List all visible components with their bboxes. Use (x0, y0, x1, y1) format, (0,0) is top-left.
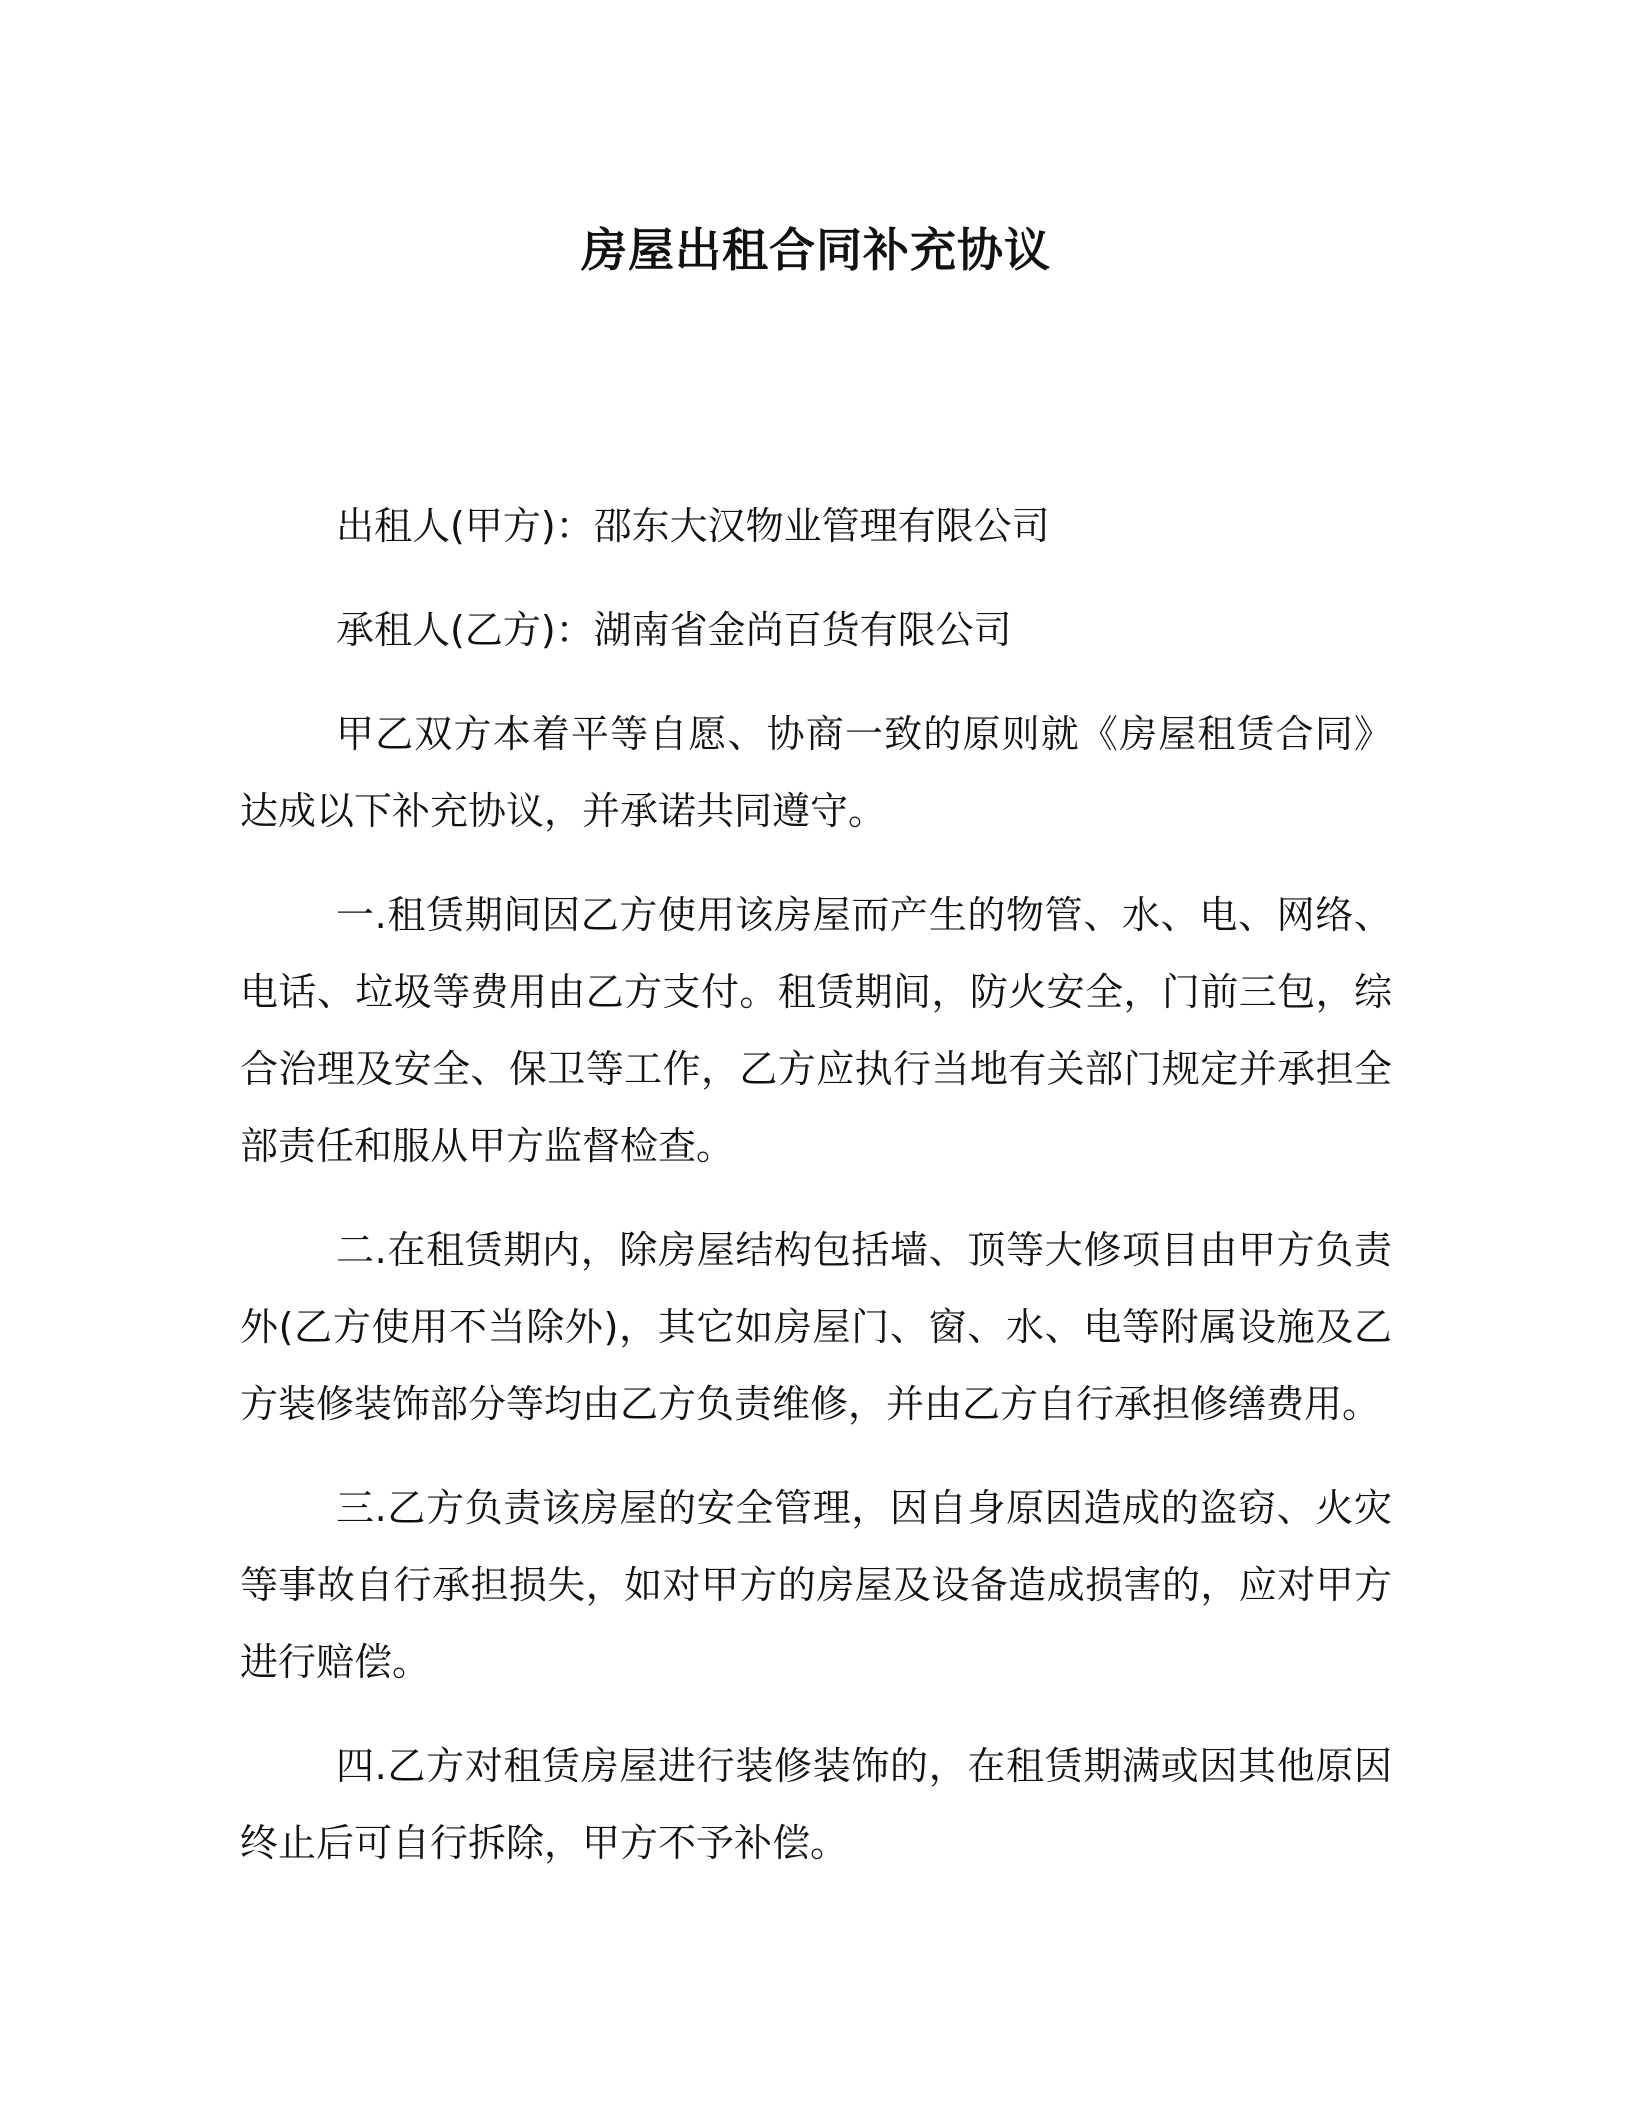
clause-3: 三.乙方负责该房屋的安全管理，因自身原因造成的盗窃、火灾等事故自行承担损失，如对甲方的房屋及设备造成损害的，应对甲方进行赔偿。 (240, 1486, 1392, 1684)
lessor-line: 出租人(甲方)：邵东大汉物业管理有限公司 (336, 504, 1050, 548)
clause-4: 四.乙方对租赁房屋进行装修装饰的，在租赁期满或因其他原因终止后可自行拆除，甲方不予补偿。 (240, 1744, 1392, 1865)
lessee-line: 承租人(乙方)：湖南省金尚百货有限公司 (336, 608, 1012, 652)
intro-paragraph: 甲乙双方本着平等自愿、协商一致的原则就《房屋租赁合同》达成以下补充协议，并承诺共同遵守。 (240, 712, 1392, 833)
clause-2: 二.在租赁期内，除房屋结构包括墙、顶等大修项目由甲方负责外(乙方使用不当除外)，其它如房屋门、窗、水、电等附属设施及乙方装修装饰部分等均由乙方负责维修，并由乙方自行承担修缮费用。 (240, 1228, 1392, 1426)
clause-1: 一.租赁期间因乙方使用该房屋而产生的物管、水、电、网络、电话、垃圾等费用由乙方支付。租赁期间，防火安全，门前三包，综合治理及安全、保卫等工作，乙方应执行当地有关部门规定并承担全部责任和服从甲方监督检查。 (240, 893, 1392, 1168)
document-body (240, 488, 1392, 1909)
document-title: 房屋出租合同补充协议 (581, 223, 1051, 277)
